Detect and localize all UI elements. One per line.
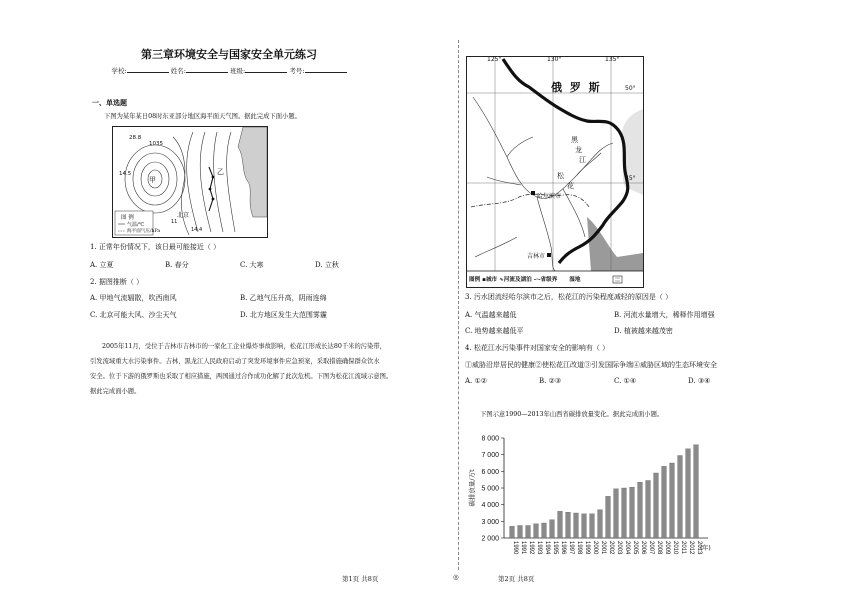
bar-2007 [646,481,651,539]
q3-stem: 3. 污水团流经哈尔滨市之后，松花江的污染程度减轻的原因是（ ） [465,293,673,301]
bar-2006 [638,482,643,538]
q3-option-c[interactable]: C. 地势越来越低平 [465,327,524,335]
footer-page-left: 第1页 共8页 [342,575,379,583]
bar-1993 [534,524,539,538]
x-tick-label: 1990 [512,541,518,555]
bar-2000 [590,514,595,538]
y-tick-label: 7 000 [481,452,499,460]
lat-label-45: 45° [625,175,636,182]
x-tick-label: 1993 [536,541,542,555]
q2-option-c[interactable]: C. 北京可能大风、沙尘天气 [90,311,177,319]
bar-2011 [678,456,683,539]
river-icon: ∿ [499,277,504,283]
school-blank[interactable] [127,72,169,73]
weather-map [112,126,268,238]
x-tick-label: 2005 [632,541,638,555]
map-legend-temp: 气温/℃ [127,222,145,228]
river-label-song: 松 [557,172,564,180]
section-title: 一、单选题 [92,98,127,107]
q4-items: ①威胁沿岸居民的健康②使松花江改道③引发国际争端④威胁区域的生态环境安全 [465,361,717,369]
q2-stem: 2. 据图推断（ ） [90,278,144,286]
x-tick-label: 1991 [520,541,526,555]
bar-1992 [526,526,531,539]
map-label-temp2: 14.5 [119,171,132,177]
map-legend-prefix: 图例 [469,277,481,283]
bar-2001 [598,510,603,538]
bar-2002 [606,496,611,538]
y-tick-label: 4 000 [481,502,499,510]
river-label-hei: 黑 [571,136,578,144]
q1-option-a[interactable]: A. 立夏 [90,261,114,269]
student-info-line [0,66,458,75]
x-tick-label: 2002 [608,541,614,555]
intro-weather: 下图为某年某日08时东亚部分地区海平面天气图。据此完成下面小题。 [104,113,301,120]
carbon-emission-chart [462,430,718,560]
q1-stem: 1. 正常年份情况下，该日最可能接近（ ） [90,243,221,251]
bar-1995 [550,520,555,538]
bar-1996 [558,511,563,538]
intro-songhua [90,342,450,396]
x-tick-label: 2003 [616,541,622,555]
intro-songhua-line3: 安全。位于下游的俄罗斯也采取了相应措施，两国通过合作成功化解了此次危机。下图为松花江流域示意图。 [90,373,393,380]
x-tick-label: 2013 [696,541,702,555]
name-blank[interactable] [186,72,228,73]
x-tick-label: 1997 [568,541,574,555]
y-axis-label: 碳排放量/万t [468,469,476,507]
y-tick-label: 6 000 [481,468,499,476]
x-tick-label: 2010 [672,541,678,555]
x-tick-label: 2011 [680,541,686,554]
bar-1994 [542,523,547,538]
map-legend [469,275,580,283]
intro-songhua-line1: 2005年11月，受位于吉林市吉林市的一家化工企业爆炸事故影响，松花江形成长达80千米的污染带， [102,343,386,350]
map-legend-pressure: 海平面气压/hPa [127,229,161,234]
bar-2013 [694,445,699,538]
x-tick-label: 1999 [584,541,590,555]
country-label-russia: 俄 罗 斯 [551,81,602,94]
q1-option-d[interactable]: D. 立秋 [315,261,339,269]
bar-2005 [630,487,635,538]
q3-option-b[interactable]: B. 河流水量增大，稀释作用增强 [614,311,715,319]
q3-option-d[interactable]: D. 植被越来越茂密 [614,327,673,335]
lat-label-50: 50° [625,85,636,92]
river-label-long: 龙 [575,146,582,154]
x-axis-unit: (年) [700,545,711,552]
bar-2003 [614,489,619,538]
class-blank[interactable] [245,72,287,73]
river-label-hua: 花 [567,182,574,190]
column-divider [458,40,459,570]
map-label-jia: 甲 [149,176,156,184]
map-legend-title: 图 例 [121,215,134,221]
city-label-harbin: 哈尔滨市 [537,193,562,200]
y-tick-label: 8 000 [481,435,499,443]
x-tick-label: 2007 [648,541,654,555]
lon-label-135: 135° [605,56,620,63]
province-border-icon: ‐·‐ [533,277,541,283]
bar-1998 [574,513,579,538]
exam-no-blank[interactable] [305,72,347,73]
x-tick-label: 2000 [592,541,598,555]
bar-2009 [662,466,667,538]
x-tick-label: 1994 [544,541,550,555]
x-tick-label: 2006 [640,541,646,555]
x-tick-label: 2012 [688,541,694,555]
footer-page-right: 第2页 共8页 [498,575,535,583]
map-legend-wetland: 湿地 [569,277,581,283]
q4-option-d[interactable]: D. ③④ [688,377,711,385]
q1-option-b[interactable]: B. 春分 [165,261,189,269]
intro-carbon: 下图示意1990—2013年山西省碳排放量变化。据此完成面小题。 [480,411,664,418]
q4-option-a[interactable]: A. ①② [465,377,488,385]
x-tick-label: 2008 [656,541,662,555]
city-label-jilin: 吉林市 [527,253,546,260]
q2-option-a[interactable]: A. 甲地气流辐散，吹西南风 [90,294,177,302]
map-label-14: 14.4 [191,227,203,233]
bar-1991 [518,526,523,539]
x-tick-label: 1998 [576,541,582,555]
name-label: 姓名: [170,67,186,75]
bar-2008 [654,473,659,538]
x-tick-label: 1992 [528,541,534,555]
map-legend-city: 城市 [485,277,498,283]
lon-label-125: 125° [487,56,502,63]
class-label: 班级: [230,67,246,75]
x-tick-label: 1996 [560,541,566,555]
river-label-jiang: 江 [579,156,586,164]
exam-no-label: 考号: [289,67,305,75]
map-label-11: 11 [171,219,178,225]
q1-option-c[interactable]: C. 大寒 [240,261,264,269]
map-legend-border: 省级界 [540,277,558,283]
map-label-temp: 28.8 [129,135,142,141]
q4-stem: 4. 松花江水污染事件对国家安全的影响有（ ） [465,344,610,352]
bar-2004 [622,488,627,538]
bar-2010 [670,463,675,538]
city-marker-icon: ▪ [482,277,486,283]
page-title: 第三章环境安全与国家安全单元练习 [141,48,317,61]
x-tick-label: 1995 [552,541,558,555]
map-label-beijing: 北京 [177,212,190,219]
x-tick-label: 2004 [624,541,630,555]
map-label-pressure: 1035 [149,141,163,147]
bar-1990 [510,526,515,538]
q4-option-b[interactable]: B. ②③ [539,377,562,385]
binding-mark-icon: ◎ [453,573,459,581]
bar-1997 [566,512,571,538]
y-tick-label: 2 000 [481,535,499,543]
songhua-map [466,56,644,288]
map-label-yi: 乙 [217,168,224,176]
y-tick-label: 5 000 [481,485,499,493]
q4-option-c[interactable]: C. ①④ [614,377,637,385]
school-label: 学校: [111,67,127,75]
q2-option-b[interactable]: B. 乙地气压升高，阴雨连绵 [240,294,327,302]
q2-option-d[interactable]: D. 北方地区发生大范围雾霾 [240,311,327,319]
y-tick-label: 3 000 [481,518,499,526]
q3-option-a[interactable]: A. 气温越来越低 [465,311,517,319]
bar-2012 [686,449,691,538]
x-tick-label: 2001 [600,541,606,555]
lon-label-130: 130° [547,56,562,63]
bar-1999 [582,514,587,538]
intro-songhua-line2: 引发流域重大水污染事件。吉林、黑龙江人民政府启动了突发环境事件应急预案，采取措施确保群众饮水 [90,358,380,365]
map-legend-river: 河流及湖泊 [503,277,532,283]
x-tick-label: 2009 [664,541,670,555]
intro-songhua-line4: 据此完成面小题。 [90,388,141,395]
